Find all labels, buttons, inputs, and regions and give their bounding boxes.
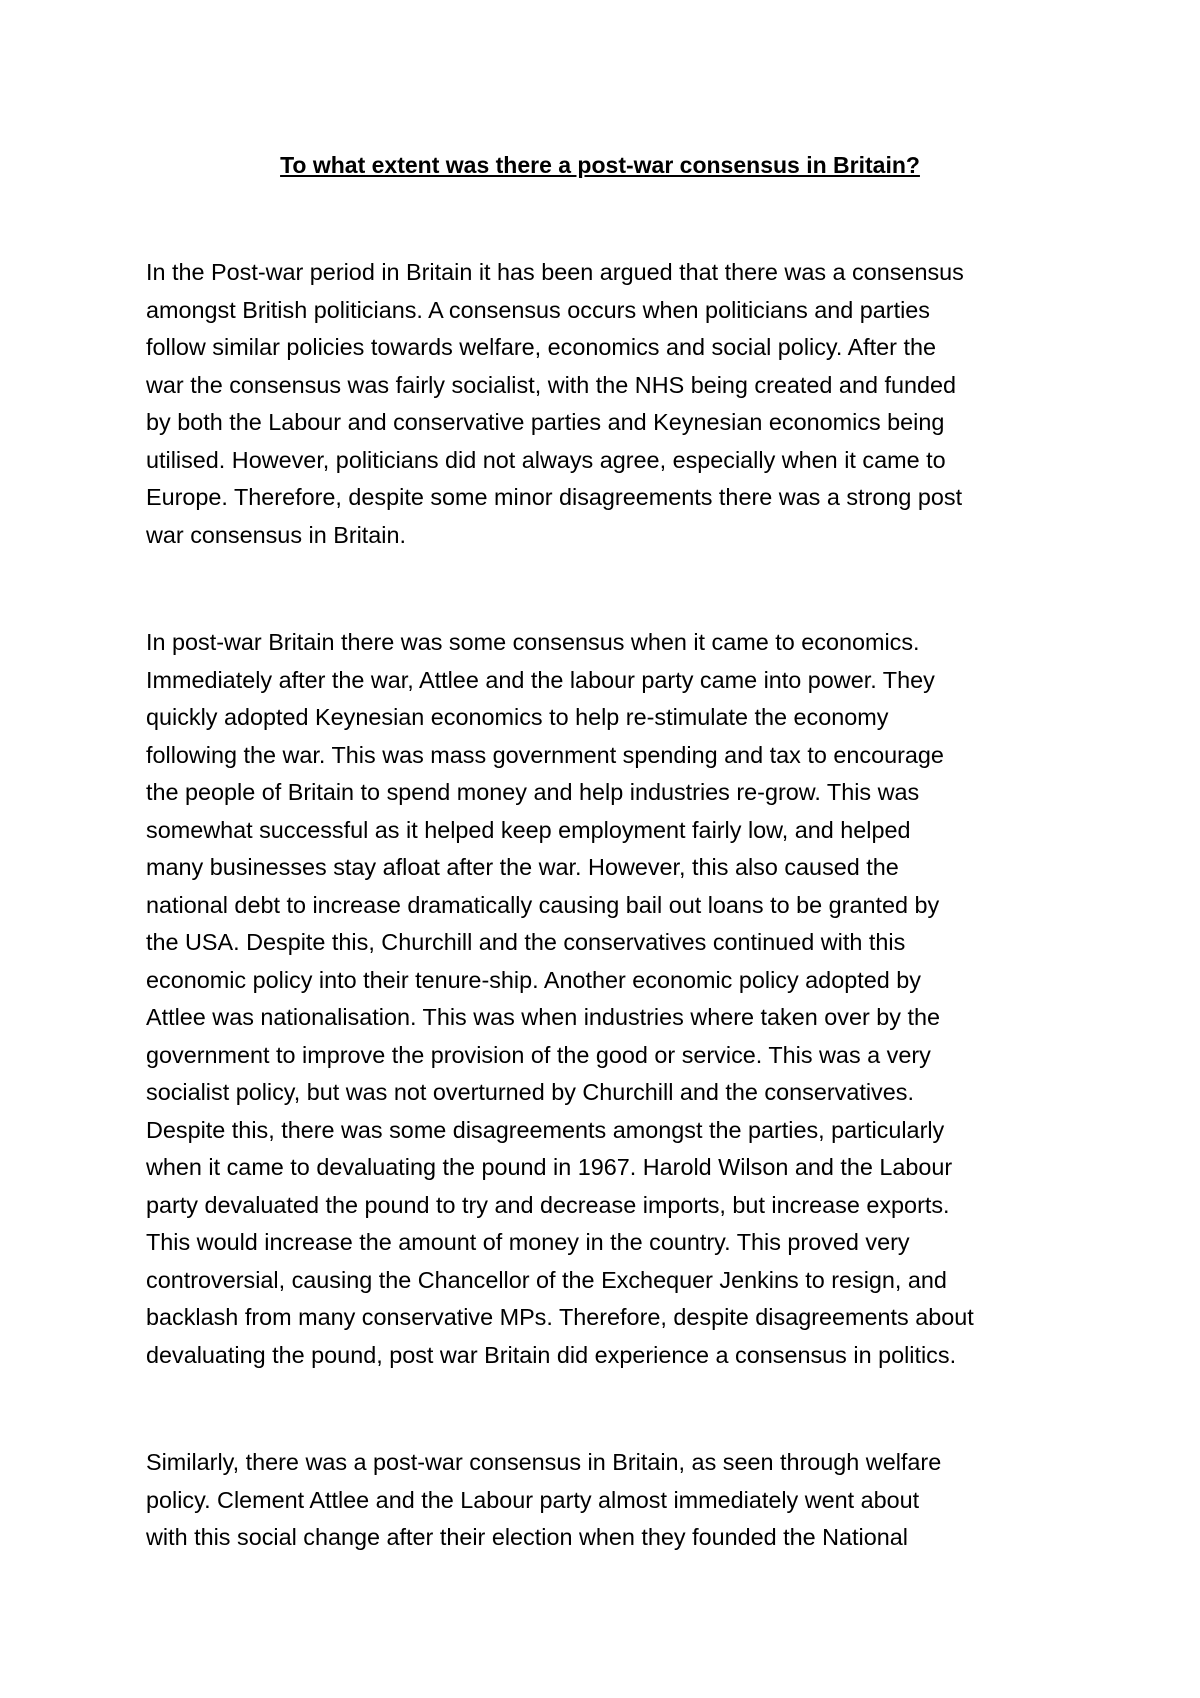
text-line: quickly adopted Keynesian economics to help re-stimulate the economy [146, 704, 889, 730]
text-line: follow similar policies towards welfare, economics and social policy. After the [146, 334, 936, 360]
text-line: Despite this, there was some disagreements amongst the parties, particularly [146, 1116, 945, 1143]
text-line: economic policy into their tenure-ship. Another economic policy adopted by [146, 966, 921, 993]
text-line: somewhat successful as it helped keep employment fairly low, and helped [146, 816, 911, 843]
text-line: utilised. However, politicians did not always agree, especially when it came to [146, 446, 946, 473]
paragraph-welfare [146, 1444, 1086, 1557]
document-title: To what extent was there a post-war consensus in Britain? [280, 152, 920, 178]
text-line: party devaluated the pound to try and decrease imports, but increase exports. [146, 1191, 950, 1218]
text-line: Immediately after the war, Attlee and the labour party came into power. They [146, 666, 935, 693]
text-line: war consensus in Britain. [146, 521, 407, 548]
text-line: government to improve the provision of the good or service. This was a very [146, 1041, 931, 1068]
text-line: socialist policy, but was not overturned by Churchill and the conservatives. [146, 1079, 914, 1105]
text-line: the USA. Despite this, Churchill and the conservatives continued with this [146, 929, 906, 955]
text-line: war the consensus was fairly socialist, with the NHS being created and funded [146, 371, 957, 398]
text-line: following the war. This was mass government spending and tax to encourage [146, 741, 944, 768]
text-line: national debt to increase dramatically causing bail out loans to be granted by [146, 891, 940, 918]
text-line: policy. Clement Attlee and the Labour party almost immediately went about [146, 1486, 920, 1513]
text-line: Similarly, there was a post-war consensus in Britain, as seen through welfare [146, 1449, 942, 1475]
text-line: In the Post-war period in Britain it has been argued that there was a consensus [146, 259, 964, 285]
text-line: with this social change after their election when they founded the National [146, 1524, 908, 1550]
text-line: by both the Labour and conservative parties and Keynesian economics being [146, 409, 945, 435]
text-line: backlash from many conservative MPs. Therefore, despite disagreements about [146, 1304, 974, 1330]
text-line: many businesses stay afloat after the war. However, this also caused the [146, 854, 899, 880]
text-line: the people of Britain to spend money and help industries re-grow. This was [146, 779, 920, 805]
text-line: Attlee was nationalisation. This was when industries where taken over by the [146, 1004, 940, 1030]
paragraph-introduction [146, 254, 1086, 554]
paragraph-economics [146, 624, 1086, 1374]
text-line: Europe. Therefore, despite some minor disagreements there was a strong post [146, 484, 963, 510]
text-line: This would increase the amount of money in the country. This proved very [146, 1229, 910, 1255]
text-line: controversial, causing the Chancellor of the Exchequer Jenkins to resign, and [146, 1266, 947, 1293]
text-line: devaluating the pound, post war Britain did experience a consensus in politics. [146, 1341, 957, 1368]
text-line: when it came to devaluating the pound in 1967. Harold Wilson and the Labour [146, 1154, 953, 1180]
text-line: In post-war Britain there was some consensus when it came to economics. [146, 629, 920, 655]
text-line: amongst British politicians. A consensus occurs when politicians and parties [146, 296, 930, 323]
